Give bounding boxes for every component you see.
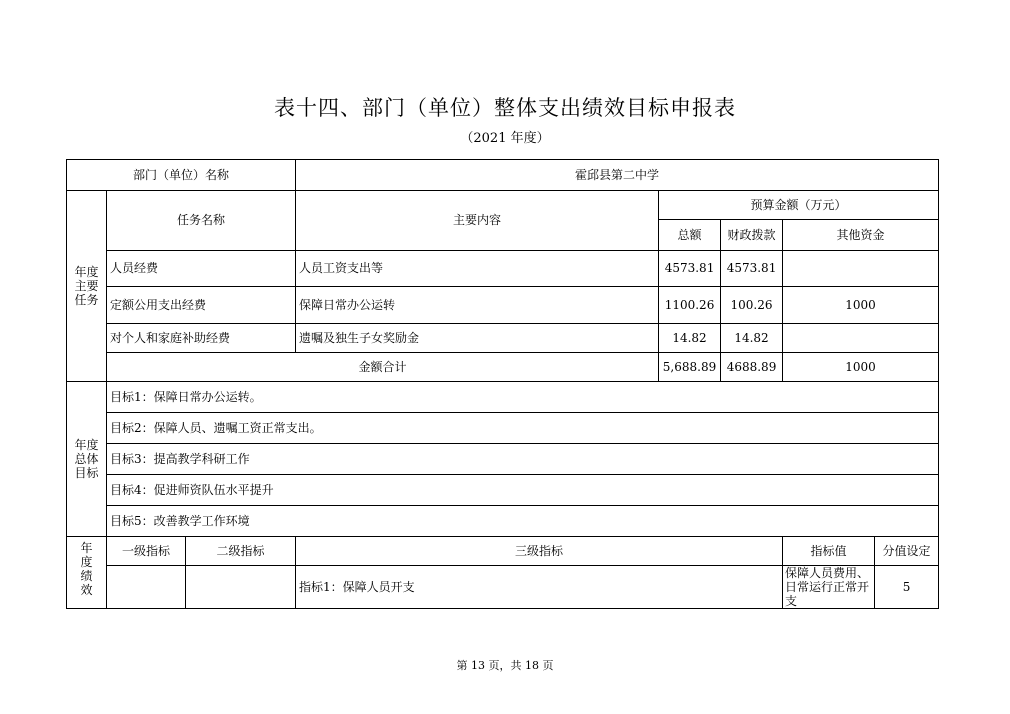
task-total: 4573.81 [659,251,721,287]
dept-value: 霍邱县第二中学 [296,160,939,191]
goal-item: 目标3：提高教学科研工作 [107,444,939,475]
goal-section-label: 年度 总体 目标 [67,382,107,537]
performance-goal-table [66,159,939,609]
indicator-header-row [67,537,939,566]
header-value: 指标值 [783,537,875,566]
goal-item: 目标5：改善教学工作环境 [107,506,939,537]
dept-label: 部门（单位）名称 [67,160,296,191]
task-name: 人员经费 [107,251,296,287]
task-fiscal: 100.26 [721,287,783,324]
header-fiscal: 财政拨款 [721,220,783,251]
indicator-section-label: 年 度 绩 效 [67,537,107,609]
goal-row [67,413,939,444]
sum-row [67,353,939,382]
table-row [67,324,939,353]
indicator-level2 [186,566,296,609]
header-task-name: 任务名称 [107,191,296,251]
task-content: 保障日常办公运转 [296,287,659,324]
header-level1: 一级指标 [107,537,186,566]
header-level2: 二级指标 [186,537,296,566]
task-section-label: 年度 主要 任务 [67,191,107,382]
task-fiscal: 4573.81 [721,251,783,287]
sum-total: 5,688.89 [659,353,721,382]
goal-item: 目标1：保障日常办公运转。 [107,382,939,413]
task-other [783,251,939,287]
header-total: 总额 [659,220,721,251]
indicator-level1 [107,566,186,609]
sum-fiscal: 4688.89 [721,353,783,382]
year-subtitle: （2021 年度） [460,131,550,146]
indicator-name: 指标1：保障人员开支 [296,566,783,609]
goal-item: 目标4：促进师资队伍水平提升 [107,475,939,506]
sum-label: 金额合计 [107,353,659,382]
goal-row [67,444,939,475]
task-other: 1000 [783,287,939,324]
task-content: 遗嘱及独生子女奖励金 [296,324,659,353]
task-name: 对个人和家庭补助经费 [107,324,296,353]
dept-row [67,160,939,191]
task-header-row [67,191,939,220]
table-row [67,251,939,287]
indicator-score: 5 [875,566,939,609]
goal-row [67,382,939,413]
task-other [783,324,939,353]
task-total: 1100.26 [659,287,721,324]
header-budget: 预算金额（万元） [659,191,939,220]
goal-row [67,475,939,506]
task-content: 人员工资支出等 [296,251,659,287]
header-content: 主要内容 [296,191,659,251]
goal-item: 目标2：保障人员、遗嘱工资正常支出。 [107,413,939,444]
page-title: 表十四、部门（单位）整体支出绩效目标申报表 [274,96,736,120]
indicator-value: 保障人员费用、日常运行正常开支 [783,566,875,609]
page-footer: 第 13 页，共 18 页 [456,659,554,672]
table-container [66,159,939,608]
header-score: 分值设定 [875,537,939,566]
task-fiscal: 14.82 [721,324,783,353]
task-name: 定额公用支出经费 [107,287,296,324]
header-level3: 三级指标 [296,537,783,566]
table-row [67,566,939,609]
sum-other: 1000 [783,353,939,382]
goal-row [67,506,939,537]
table-row [67,287,939,324]
task-total: 14.82 [659,324,721,353]
header-other: 其他资金 [783,220,939,251]
